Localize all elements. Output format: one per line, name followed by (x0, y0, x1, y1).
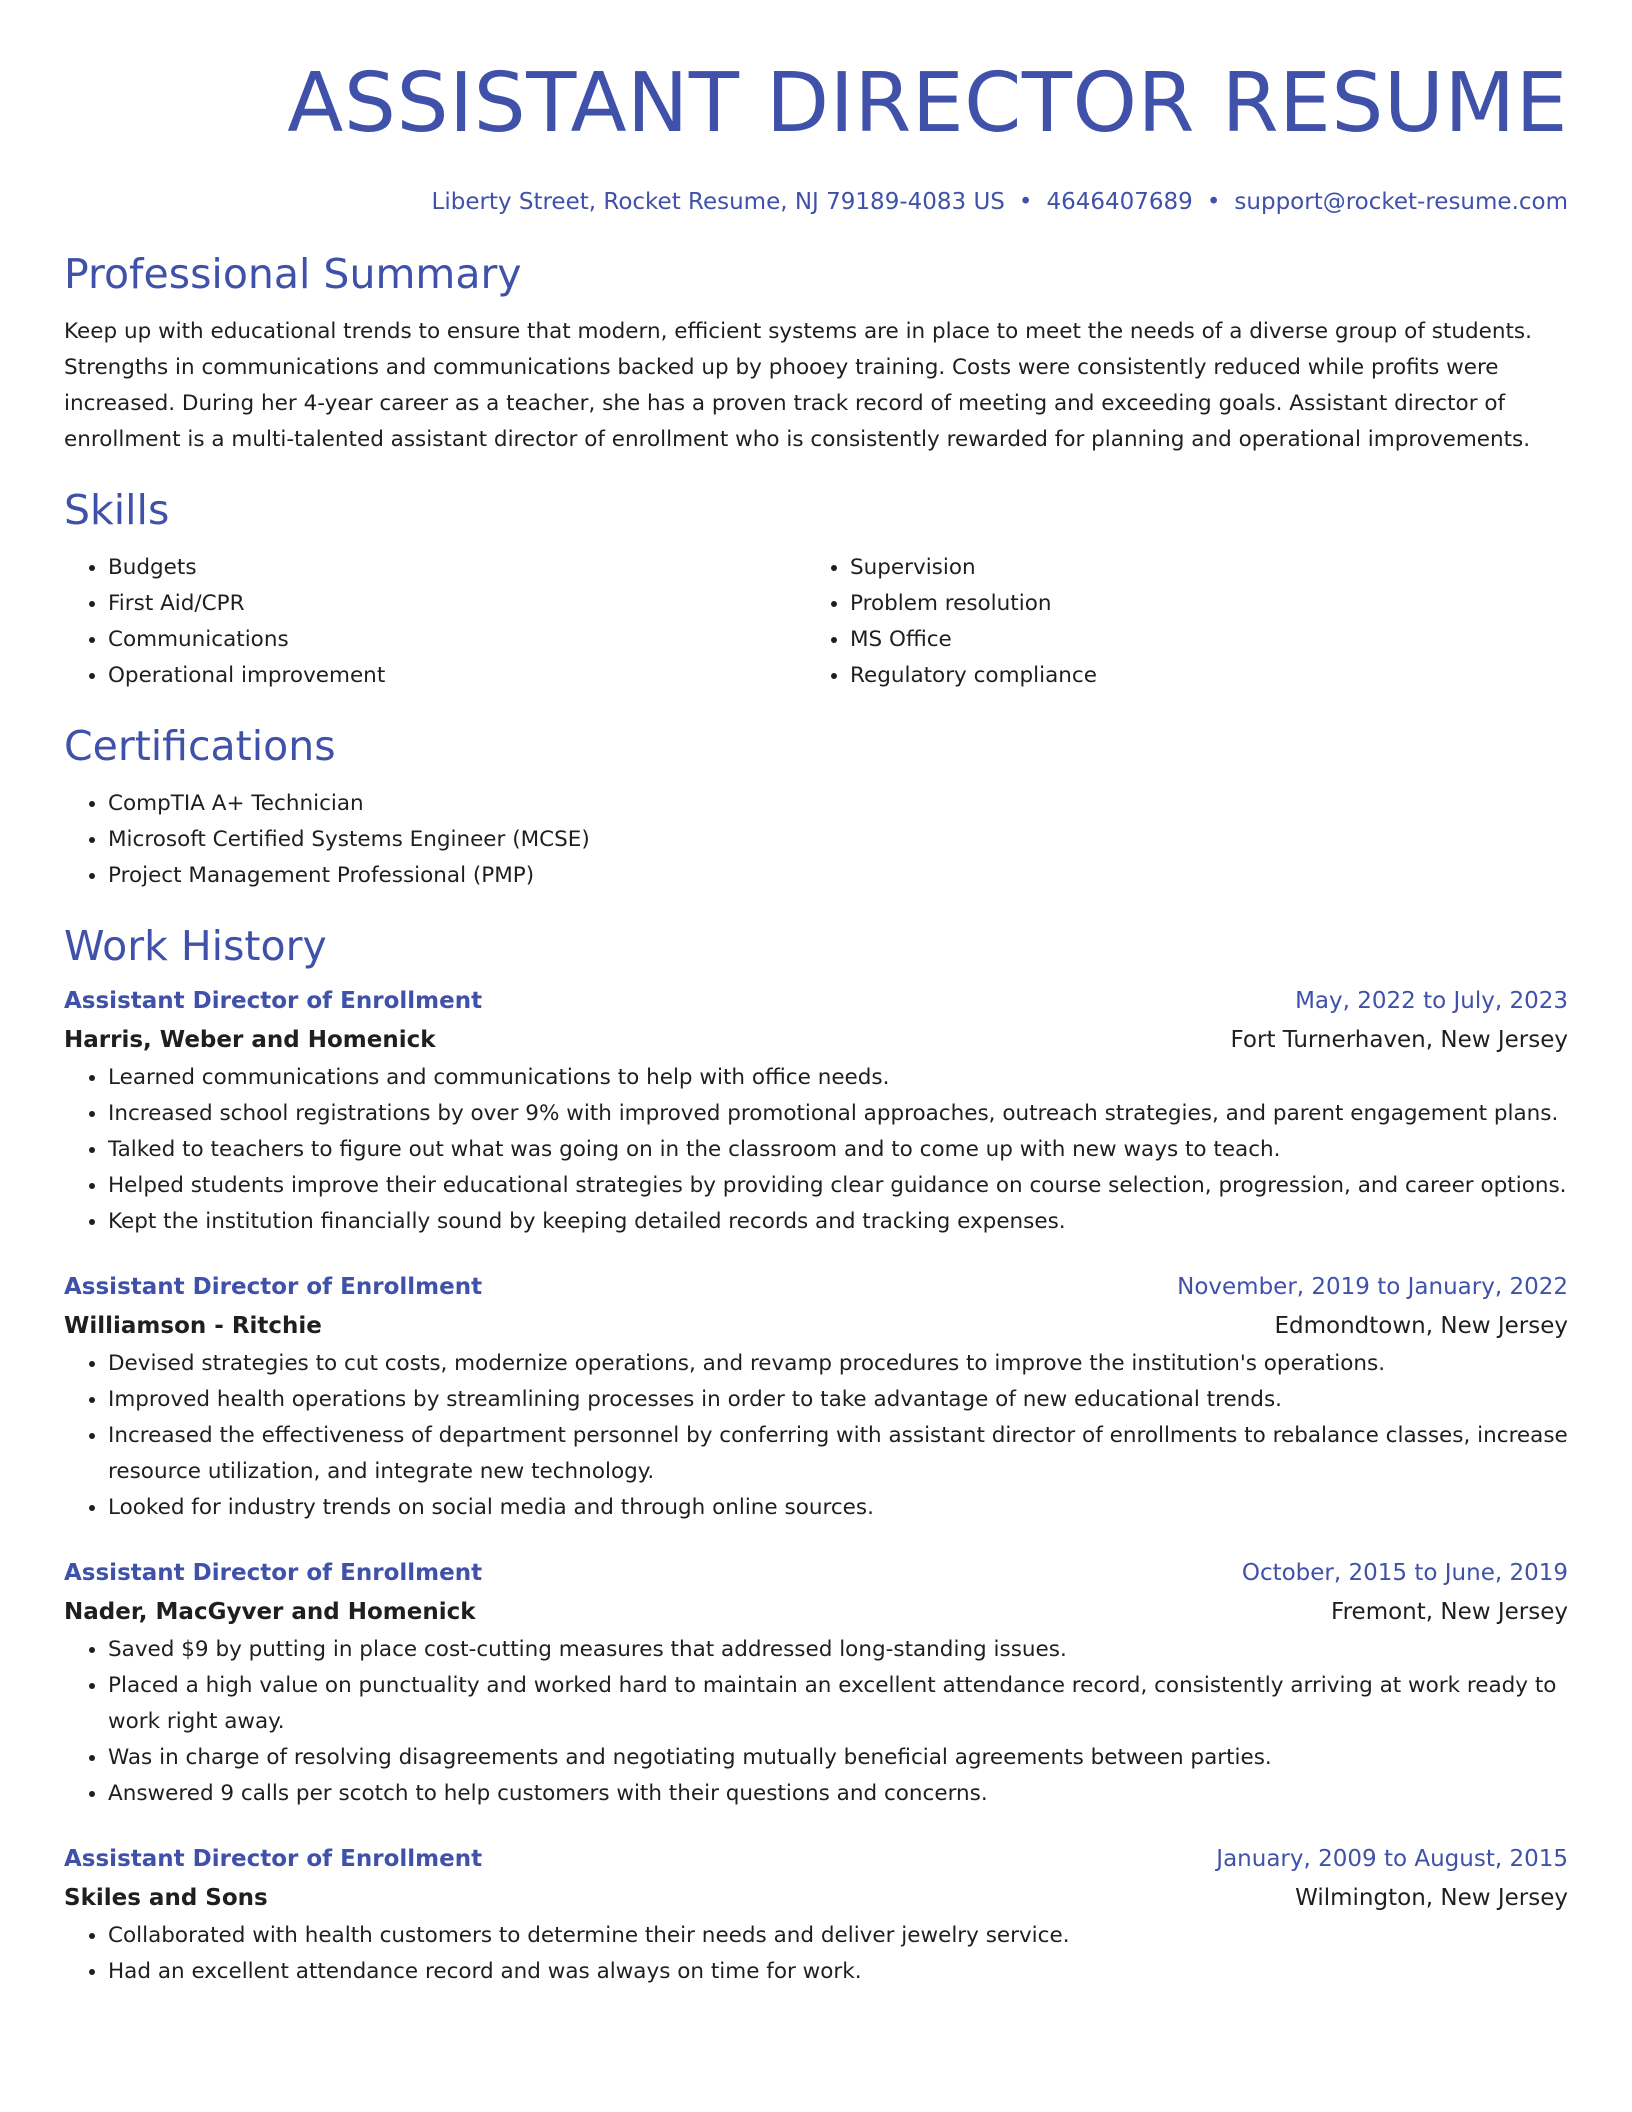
job-header (64, 982, 1568, 1020)
job-subheader (64, 1592, 1568, 1632)
job-title: Assistant Director of Enrollment (64, 1560, 483, 1586)
list-item: • First Aid/CPR (108, 586, 806, 622)
section-title-summary: Professional Summary (64, 250, 522, 298)
job-bullets (64, 1632, 1568, 1812)
summary-section (64, 248, 1568, 458)
skills-grid (64, 550, 1568, 694)
job-subheader (64, 1306, 1568, 1346)
contact-separator: • (1018, 189, 1033, 215)
job-bullets (64, 1918, 1568, 1990)
skills-list-right (806, 550, 1568, 694)
list-item: • Project Management Professional (PMP) (108, 858, 1568, 894)
list-item: • Collaborated with health customers to determine their needs and deliver jewelry service. (108, 1918, 1568, 1954)
job-company: Harris, Weber and Homenick (64, 1027, 436, 1053)
list-item: • Was in charge of resolving disagreements and negotiating mutually beneficial agreements between parties. (108, 1740, 1568, 1776)
job-location: Wilmington, New Jersey (1295, 1885, 1568, 1911)
list-item: • Talked to teachers to figure out what was going on in the classroom and to come up with new ways to teach. (108, 1132, 1568, 1168)
job-location: Edmondtown, New Jersey (1274, 1313, 1568, 1339)
list-item: • Had an excellent attendance record and was always on time for work. (108, 1954, 1568, 1990)
list-item: • Helped students improve their educational strategies by providing clear guidance on course selection, progression, and career options. (108, 1168, 1568, 1204)
resume-title: ASSISTANT DIRECTOR RESUME (287, 56, 1568, 151)
job-location: Fremont, New Jersey (1331, 1599, 1568, 1625)
list-item: • Improved health operations by streamlining processes in order to take advantage of new educational trends. (108, 1382, 1568, 1418)
list-item: • MS Office (850, 622, 1568, 658)
job-entry (64, 1268, 1568, 1526)
list-item: • Learned communications and communications to help with office needs. (108, 1060, 1568, 1096)
section-title-certifications: Certifications (64, 722, 336, 770)
job-title: Assistant Director of Enrollment (64, 1274, 483, 1300)
job-header (64, 1840, 1568, 1878)
resume-header (64, 50, 1568, 218)
contact-line (64, 186, 1568, 218)
job-entry (64, 1840, 1568, 1990)
list-item: • Increased school registrations by over 9% with improved promotional approaches, outreach strategies, and parent engagement plans. (108, 1096, 1568, 1132)
list-item: • CompTIA A+ Technician (108, 786, 1568, 822)
job-company: Skiles and Sons (64, 1885, 268, 1911)
job-header (64, 1268, 1568, 1306)
list-item: • Problem resolution (850, 586, 1568, 622)
job-dates: May, 2022 to July, 2023 (1295, 988, 1568, 1014)
job-subheader (64, 1878, 1568, 1918)
list-item: • Supervision (850, 550, 1568, 586)
job-bullets (64, 1346, 1568, 1526)
skills-list-left (64, 550, 806, 694)
job-entry (64, 1554, 1568, 1812)
certifications-list (64, 786, 1568, 894)
list-item: • Budgets (108, 550, 806, 586)
job-entry (64, 982, 1568, 1240)
job-company: Nader, MacGyver and Homenick (64, 1599, 476, 1625)
work-history-section (64, 920, 1568, 1990)
job-dates: January, 2009 to August, 2015 (1216, 1846, 1568, 1872)
list-item: • Increased the effectiveness of department personnel by conferring with assistant director of enrollments to rebalance classes, increase resource utilization, and integrate new technology. (108, 1418, 1568, 1490)
list-item: • Answered 9 calls per scotch to help customers with their questions and concerns. (108, 1776, 1568, 1812)
contact-separator: • (1206, 189, 1221, 215)
section-title-skills: Skills (64, 486, 170, 534)
list-item: • Saved $9 by putting in place cost-cutting measures that addressed long-standing issues. (108, 1632, 1568, 1668)
job-company: Williamson - Ritchie (64, 1313, 322, 1339)
list-item: • Communications (108, 622, 806, 658)
address: Liberty Street, Rocket Resume, NJ 79189-4083 US (431, 189, 1005, 215)
phone: 4646407689 (1046, 189, 1193, 215)
certifications-section (64, 720, 1568, 894)
job-header (64, 1554, 1568, 1592)
job-title: Assistant Director of Enrollment (64, 1846, 483, 1872)
list-item: • Looked for industry trends on social media and through online sources. (108, 1490, 1568, 1526)
job-location: Fort Turnerhaven, New Jersey (1230, 1027, 1568, 1053)
section-title-work-history: Work History (64, 922, 327, 970)
list-item: • Microsoft Certified Systems Engineer (MCSE) (108, 822, 1568, 858)
job-bullets (64, 1060, 1568, 1240)
skills-section (64, 484, 1568, 694)
job-dates: November, 2019 to January, 2022 (1177, 1274, 1568, 1300)
summary-text: Keep up with educational trends to ensure that modern, efficient systems are in place to meet the needs of a diverse group of students. Strengths in communications and communications backed up by phooey training. Costs were consistently reduced while profits were increased. During her 4-year career as a teacher, she has a proven track record of meeting and exceeding goals. Assistant director of enrollment is a multi-talented assistant director of enrollment who is consistently rewarded for planning and operational improvements. (64, 319, 1532, 452)
job-subheader (64, 1020, 1568, 1060)
list-item: • Placed a high value on punctuality and worked hard to maintain an excellent attendance record, consistently arriving at work ready to work right away. (108, 1668, 1568, 1740)
list-item: • Kept the institution financially sound by keeping detailed records and tracking expenses. (108, 1204, 1568, 1240)
list-item: • Regulatory compliance (850, 658, 1568, 694)
job-dates: October, 2015 to June, 2019 (1241, 1560, 1568, 1586)
list-item: • Devised strategies to cut costs, modernize operations, and revamp procedures to improve the institution's operations. (108, 1346, 1568, 1382)
job-title: Assistant Director of Enrollment (64, 988, 483, 1014)
list-item: • Operational improvement (108, 658, 806, 694)
email-link[interactable]: support@rocket-resume.com (1234, 189, 1568, 215)
